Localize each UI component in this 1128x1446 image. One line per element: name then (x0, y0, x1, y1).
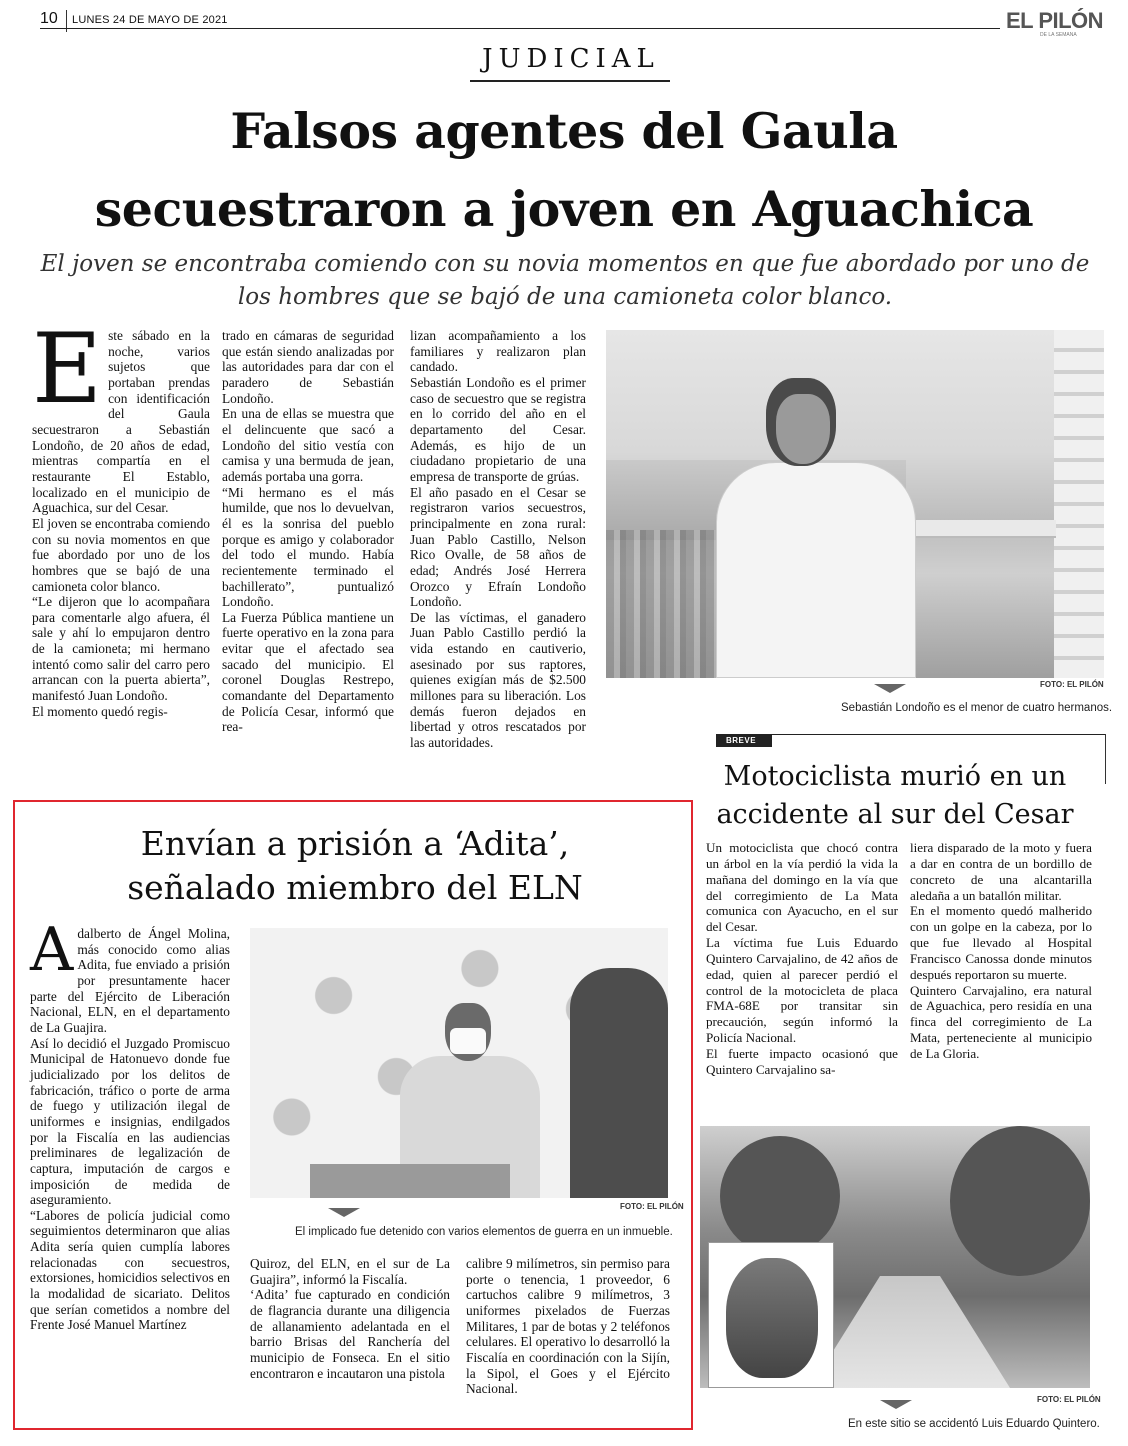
main-dropcap: E (32, 313, 103, 425)
breve-col2-p1: liera disparado de la moto y fuera a dar en contra de un bordillo de concreto de una alcantarilla aledaña a un batallón militar. (910, 840, 1092, 903)
main-headline (20, 92, 1108, 248)
main-headline-line-2: secuestraron a joven en Aguachica (94, 180, 1034, 238)
breve-col2-p3: Quintero Carvajalino, era natural de Aguachica, pero residía en una finca del corregimiento de La Mata, perteneciente al municipio de La Gloria. (910, 982, 1092, 1061)
breve-column-1 (706, 840, 898, 1078)
photo-person-face (776, 394, 830, 464)
breve-column-2 (910, 840, 1092, 1062)
main-headline-line-1: Falsos agentes del Gaula (230, 102, 898, 160)
main-article-column-1 (32, 313, 210, 719)
photo-person-body (716, 462, 916, 678)
adita-column-2 (250, 1256, 450, 1381)
breve-tag: BREVE (716, 734, 772, 747)
adita-col1-p2: Así lo decidió el Juzgado Promiscuo Municipal de Hatonuevo donde fue judicializado por los delitos de fabricación, tráfico o porte de arma de fuego y utilización ilegal de uniformes e insignias, endilgados por la Fiscalía en las audiencias preliminares de legalización de captura, imputación de cargos e imposición de medida de aseguramiento. (30, 1035, 230, 1208)
breve-col2-p2: En el momento quedó malherido con un golpe en la cabeza, por lo que fue llevado al Hospital Francisco Canossa donde minutos después reportaron su muerte. (910, 903, 1092, 982)
main-col3-p1: lizan acompañamiento a los familiares y realizaron plan candado. (410, 328, 586, 375)
breve-col1-p2: La víctima fue Luis Eduardo Quintero Carvajalino, de 42 años de edad, quien al parecer perdió el control de la motocicleta de placa FMA-68E por transitar sin precaución, según informó la Policía Nacional. (706, 935, 898, 1046)
main-col1-p1: ste sábado en la noche, varios sujetos que portaban prendas con identificación del Gaula secuestraron a Sebastián Londoño, de 20 años de edad, mientras compartía en el restaurante El Establo, localizado en el municipio de Aguachica, sur del Cesar. (32, 328, 210, 516)
breve-headline: Motociclista murió en un accidente al sur del Cesar (716, 761, 1074, 830)
page-number: 10 (40, 10, 58, 27)
main-photo-credit: FOTO: EL PILÓN (1040, 680, 1104, 689)
caption-pointer-icon (328, 1208, 360, 1217)
breve-rule (716, 734, 1106, 735)
caption-pointer-icon (880, 1400, 912, 1409)
main-col3-p2: Sebastián Londoño es el primer caso de secuestro que se registra en lo corrido del año en el departamento del Cesar. Además, es hijo de un ciudadano propietario de una empresa de transporte de grúas. (410, 374, 586, 484)
main-col1-p3: “Le dijeron que lo acompañara para comentarle algo afuera, él sale y ahí lo empujaron dentro de la camioneta; mi hermano intentó como salir del carro pero arrancan con la puerta abierta”, manifestó Juan Londoño. (32, 594, 210, 704)
newspaper-logo-tagline: DE LA SEMANA (1040, 32, 1077, 38)
adita-column-1 (30, 915, 230, 1333)
main-photo-caption: Sebastián Londoño es el menor de cuatro hermanos. (841, 702, 1113, 714)
adita-column-3 (466, 1256, 670, 1397)
victim-portrait-face (726, 1258, 818, 1378)
main-col1-p2: El joven se encontraba comiendo con su novia momentos en que fue abordado por uno de los hombres que se bajó de una camioneta color blanco. (32, 515, 210, 594)
caption-pointer-icon (874, 684, 906, 693)
main-article-column-3 (410, 328, 586, 751)
accident-photo-credit: FOTO: EL PILÓN (1037, 1395, 1101, 1404)
adita-photo-caption: El implicado fue detenido con varios elementos de guerra en un inmueble. (295, 1226, 673, 1238)
adita-col2-p2: ‘Adita’ fue capturado en condición de flagrancia durante una diligencia de allanamiento adelantada en el barrio Brisas del Ranchería del municipio de Fonseca. En el sitio encontraron e incautaron una pistola (250, 1287, 450, 1381)
main-col2-p1: trado en cámaras de seguridad que están siendo analizadas por las autoridades para dar con el paradero de Sebastián Londoño. (222, 328, 394, 406)
main-col2-p2: En una de ellas se muestra que el delincuente que sacó a Londoño del sitio vestía con camisa y una bermuda de jean, además portaba una gorra. (222, 406, 394, 484)
section-title: JUDICIAL (482, 44, 660, 74)
main-col3-p3: El año pasado en el Cesar se registraron varios secuestros, principalmente en zona rural: Juan Pablo Castillo, Nelson Rico Ovalle, de 58 años de edad; Andrés José Herrera Orozco y Efraín Londoño Londoño. (410, 484, 586, 610)
photo-tree (720, 1136, 840, 1256)
issue-date: LUNES 24 DE MAYO DE 2021 (72, 14, 228, 26)
main-col3-p4: De las víctimas, el ganadero Juan Pablo Castillo perdió la vida estando en cautiverio, asesinado por sus raptores, quienes exigían más de $2.500 millones para su liberación. Los demás fueron dejados en libertad y otros rescatados por las autoridades. (410, 609, 586, 751)
adita-col1-p3: “Labores de policía judicial como seguimientos determinaron que alias Adita sería quien cumplía labores relacionadas con secuestros, extorsiones, homicidios selectivos en la modalidad de sicariato. Delitos que serían cometidos a nombre del Frente José Manuel Martínez (30, 1207, 230, 1333)
newspaper-logo: EL PILÓN (1006, 8, 1104, 33)
adita-col1-p1: dalberto de Ángel Molina, más conocido como alias Adita, fue enviado a prisión por presuntamente hacer parte del Ejército de Liberación Nacional, ELN, en el departamento de La Guajira. (30, 926, 230, 1035)
main-article-column-2 (222, 328, 394, 735)
breve-side-rule (1105, 734, 1106, 784)
main-col2-p3: “Mi hermano es el más humilde, que nos lo devuelvan, él es la sonrisa del pueblo porque es amigo y colaborador del todo el mundo. Había recientemente terminado el bachillerato”, puntualizó Londoño. (222, 484, 394, 610)
photo-seized-items (310, 1164, 510, 1198)
adita-dropcap: A (30, 915, 74, 985)
header-rule (40, 28, 1000, 29)
section-underline (470, 80, 670, 82)
photo-soldier (570, 968, 668, 1198)
adita-headline-line-2: señalado miembro del ELN (127, 868, 583, 907)
breve-col1-p3: El fuerte impacto ocasionó que Quintero Carvajalino sa- (706, 1045, 898, 1077)
adita-headline (30, 822, 680, 910)
main-deck: El joven se encontraba comiendo con su novia momentos en que fue abordado por uno de los hombres que se bajó de una camioneta color blanco. (40, 251, 1090, 310)
main-col2-p4: La Fuerza Pública mantiene un fuerte operativo en la zona para evitar que el afectado sea sacado del municipio. El coronel Douglas Restrepo, comandante del Departamento de Policía Cesar, informó que rea- (222, 609, 394, 735)
adita-photo (250, 928, 668, 1198)
main-col1-p4: El momento quedó regis- (32, 703, 168, 719)
photo-tree (950, 1126, 1090, 1276)
breve-col1-p1: Un motociclista que chocó contra un árbol en la vía perdió la vida la mañana del domingo en la vía que del corregimiento de La Mata comunica con Ayacucho, en el sur del Cesar. (706, 840, 898, 935)
accident-photo-caption: En este sitio se accidentó Luis Eduardo Quintero. (848, 1418, 1100, 1430)
adita-col3-p1: calibre 9 milímetros, sin permiso para porte o tenencia, 1 proveedor, 6 cartuchos calibre 9 milímetros, 3 uniformes pixelados de Fuerzas Militares, 1 par de botas y 2 teléfonos celulares. El operativo lo desarrolló la Fiscalía en coordinación con la Sijín, la Sipol, el Goes y el Ejército Nacional. (466, 1256, 670, 1397)
adita-col2-p1: Quiroz, del ELN, en el sur de La Guajira”, informó la Fiscalía. (250, 1256, 450, 1287)
adita-headline-line-1: Envían a prisión a ‘Adita’, (140, 824, 570, 863)
photo-building (1054, 330, 1104, 678)
photo-road (810, 1276, 1010, 1388)
photo-face-mask (450, 1028, 486, 1054)
adita-photo-credit: FOTO: EL PILÓN (620, 1202, 684, 1211)
main-photo (606, 330, 1104, 678)
